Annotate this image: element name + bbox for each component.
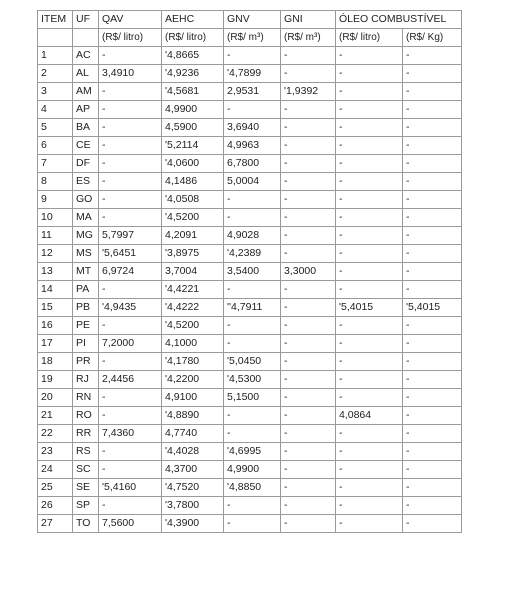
table-row bbox=[38, 209, 462, 227]
cell-qav: - bbox=[99, 317, 162, 335]
cell-item: 9 bbox=[38, 191, 73, 209]
cell-uf: AM bbox=[73, 83, 99, 101]
cell-gni: - bbox=[281, 371, 336, 389]
cell-gnv: '4,2389 bbox=[224, 245, 281, 263]
cell-item: 20 bbox=[38, 389, 73, 407]
cell-aehc: '4,8890 bbox=[162, 407, 224, 425]
cell-aehc: 3,7004 bbox=[162, 263, 224, 281]
cell-gni: - bbox=[281, 407, 336, 425]
cell-item: 15 bbox=[38, 299, 73, 317]
cell-oleo-litro: - bbox=[336, 173, 403, 191]
cell-item: 27 bbox=[38, 515, 73, 533]
cell-gnv: '4,5300 bbox=[224, 371, 281, 389]
cell-item: 8 bbox=[38, 173, 73, 191]
cell-aehc: '4,0508 bbox=[162, 191, 224, 209]
cell-aehc: '4,0600 bbox=[162, 155, 224, 173]
cell-item: 3 bbox=[38, 83, 73, 101]
table-row bbox=[38, 371, 462, 389]
table-row bbox=[38, 263, 462, 281]
cell-aehc: '4,5200 bbox=[162, 317, 224, 335]
cell-oleo-kg: - bbox=[403, 353, 462, 371]
cell-gnv: '4,7899 bbox=[224, 65, 281, 83]
cell-uf: MG bbox=[73, 227, 99, 245]
cell-aehc: '4,4222 bbox=[162, 299, 224, 317]
cell-item: 17 bbox=[38, 335, 73, 353]
cell-gni: - bbox=[281, 245, 336, 263]
table-row bbox=[38, 83, 462, 101]
table-row bbox=[38, 281, 462, 299]
cell-gni: - bbox=[281, 119, 336, 137]
cell-gni: - bbox=[281, 515, 336, 533]
cell-oleo-kg: - bbox=[403, 65, 462, 83]
cell-qav: - bbox=[99, 101, 162, 119]
cell-oleo-litro: - bbox=[336, 479, 403, 497]
cell-oleo-kg: - bbox=[403, 479, 462, 497]
cell-uf: PA bbox=[73, 281, 99, 299]
cell-oleo-kg: - bbox=[403, 389, 462, 407]
table-row bbox=[38, 173, 462, 191]
cell-qav: - bbox=[99, 497, 162, 515]
cell-oleo-kg: - bbox=[403, 515, 462, 533]
cell-item: 18 bbox=[38, 353, 73, 371]
cell-oleo-litro: - bbox=[336, 83, 403, 101]
cell-oleo-litro: - bbox=[336, 227, 403, 245]
cell-gni: - bbox=[281, 317, 336, 335]
cell-gni: - bbox=[281, 155, 336, 173]
cell-uf: PE bbox=[73, 317, 99, 335]
cell-gnv: 5,1500 bbox=[224, 389, 281, 407]
cell-gnv: - bbox=[224, 47, 281, 65]
unit-gni: (R$/ m³) bbox=[281, 29, 336, 47]
cell-uf: MA bbox=[73, 209, 99, 227]
cell-uf: RN bbox=[73, 389, 99, 407]
cell-uf: AP bbox=[73, 101, 99, 119]
table-body bbox=[38, 11, 462, 533]
cell-aehc: 4,7740 bbox=[162, 425, 224, 443]
cell-oleo-litro: - bbox=[336, 209, 403, 227]
cell-aehc: '3,7800 bbox=[162, 497, 224, 515]
cell-oleo-kg: - bbox=[403, 119, 462, 137]
cell-aehc: '4,3900 bbox=[162, 515, 224, 533]
cell-oleo-litro: '5,4015 bbox=[336, 299, 403, 317]
cell-gnv: - bbox=[224, 497, 281, 515]
cell-gni: - bbox=[281, 425, 336, 443]
header-row-units bbox=[38, 29, 462, 47]
cell-qav: '4,9435 bbox=[99, 299, 162, 317]
cell-gni: - bbox=[281, 335, 336, 353]
cell-item: 5 bbox=[38, 119, 73, 137]
cell-oleo-kg: - bbox=[403, 335, 462, 353]
cell-aehc: '4,9236 bbox=[162, 65, 224, 83]
cell-uf: SP bbox=[73, 497, 99, 515]
table-row bbox=[38, 65, 462, 83]
cell-oleo-kg: - bbox=[403, 191, 462, 209]
cell-qav: - bbox=[99, 119, 162, 137]
cell-item: 2 bbox=[38, 65, 73, 83]
cell-oleo-kg: - bbox=[403, 263, 462, 281]
cell-gni: - bbox=[281, 443, 336, 461]
cell-item: 21 bbox=[38, 407, 73, 425]
table-row bbox=[38, 155, 462, 173]
cell-gni: - bbox=[281, 497, 336, 515]
cell-gni: - bbox=[281, 191, 336, 209]
cell-item: 22 bbox=[38, 425, 73, 443]
header-qav: QAV bbox=[99, 11, 162, 29]
cell-qav: 7,4360 bbox=[99, 425, 162, 443]
cell-gni: - bbox=[281, 65, 336, 83]
cell-gni: - bbox=[281, 479, 336, 497]
cell-gnv: 4,9900 bbox=[224, 461, 281, 479]
cell-qav: - bbox=[99, 83, 162, 101]
table-row bbox=[38, 497, 462, 515]
cell-aehc: '4,7520 bbox=[162, 479, 224, 497]
header-oleo-combustivel: ÓLEO COMBUSTÍVEL bbox=[336, 11, 462, 29]
cell-aehc: 4,1486 bbox=[162, 173, 224, 191]
cell-qav: 7,5600 bbox=[99, 515, 162, 533]
cell-oleo-kg: - bbox=[403, 173, 462, 191]
cell-oleo-litro: - bbox=[336, 191, 403, 209]
cell-aehc: 4,5900 bbox=[162, 119, 224, 137]
unit-oleo-litro: (R$/ litro) bbox=[336, 29, 403, 47]
cell-item: 1 bbox=[38, 47, 73, 65]
cell-gnv: - bbox=[224, 317, 281, 335]
price-table-container bbox=[37, 10, 462, 533]
cell-gnv: 6,7800 bbox=[224, 155, 281, 173]
header-gnv: GNV bbox=[224, 11, 281, 29]
cell-gni: '1,9392 bbox=[281, 83, 336, 101]
cell-aehc: 4,9900 bbox=[162, 101, 224, 119]
cell-item: 10 bbox=[38, 209, 73, 227]
cell-item: 16 bbox=[38, 317, 73, 335]
cell-oleo-litro: - bbox=[336, 101, 403, 119]
cell-uf: TO bbox=[73, 515, 99, 533]
unit-qav: (R$/ litro) bbox=[99, 29, 162, 47]
table-row bbox=[38, 191, 462, 209]
cell-gnv: - bbox=[224, 191, 281, 209]
cell-oleo-kg: - bbox=[403, 497, 462, 515]
cell-item: 7 bbox=[38, 155, 73, 173]
header-uf: UF bbox=[73, 11, 99, 29]
cell-aehc: '4,5681 bbox=[162, 83, 224, 101]
cell-qav: - bbox=[99, 407, 162, 425]
cell-uf: RO bbox=[73, 407, 99, 425]
cell-qav: 7,2000 bbox=[99, 335, 162, 353]
cell-item: 25 bbox=[38, 479, 73, 497]
cell-oleo-kg: - bbox=[403, 281, 462, 299]
table-row bbox=[38, 389, 462, 407]
cell-gnv: '4,8850 bbox=[224, 479, 281, 497]
cell-qav: - bbox=[99, 281, 162, 299]
cell-uf: RR bbox=[73, 425, 99, 443]
cell-item: 23 bbox=[38, 443, 73, 461]
cell-uf: PB bbox=[73, 299, 99, 317]
cell-gni: - bbox=[281, 353, 336, 371]
table-row bbox=[38, 119, 462, 137]
cell-gnv: '4,6995 bbox=[224, 443, 281, 461]
cell-oleo-kg: - bbox=[403, 227, 462, 245]
cell-aehc: 4,3700 bbox=[162, 461, 224, 479]
cell-uf: RJ bbox=[73, 371, 99, 389]
cell-item: 13 bbox=[38, 263, 73, 281]
cell-gnv: '5,0450 bbox=[224, 353, 281, 371]
header-gni: GNI bbox=[281, 11, 336, 29]
cell-gni: - bbox=[281, 299, 336, 317]
cell-oleo-kg: - bbox=[403, 443, 462, 461]
cell-item: 6 bbox=[38, 137, 73, 155]
cell-qav: - bbox=[99, 443, 162, 461]
cell-oleo-kg: - bbox=[403, 371, 462, 389]
cell-gni: - bbox=[281, 461, 336, 479]
cell-oleo-kg: - bbox=[403, 83, 462, 101]
cell-uf: SE bbox=[73, 479, 99, 497]
cell-oleo-kg: - bbox=[403, 47, 462, 65]
table-row bbox=[38, 479, 462, 497]
cell-oleo-litro: - bbox=[336, 155, 403, 173]
cell-oleo-litro: - bbox=[336, 137, 403, 155]
cell-gni: 3,3000 bbox=[281, 263, 336, 281]
cell-uf: GO bbox=[73, 191, 99, 209]
cell-item: 19 bbox=[38, 371, 73, 389]
table-row bbox=[38, 299, 462, 317]
table-row bbox=[38, 353, 462, 371]
cell-qav: 5,7997 bbox=[99, 227, 162, 245]
unit-uf bbox=[73, 29, 99, 47]
cell-gnv: - bbox=[224, 515, 281, 533]
cell-oleo-litro: - bbox=[336, 371, 403, 389]
cell-qav: - bbox=[99, 209, 162, 227]
cell-oleo-litro: - bbox=[336, 425, 403, 443]
cell-qav: 6,9724 bbox=[99, 263, 162, 281]
table-row bbox=[38, 461, 462, 479]
cell-oleo-kg: - bbox=[403, 407, 462, 425]
cell-qav: 3,4910 bbox=[99, 65, 162, 83]
cell-uf: ES bbox=[73, 173, 99, 191]
cell-gnv: - bbox=[224, 281, 281, 299]
cell-item: 24 bbox=[38, 461, 73, 479]
cell-oleo-litro: - bbox=[336, 263, 403, 281]
table-row bbox=[38, 101, 462, 119]
cell-oleo-kg: - bbox=[403, 245, 462, 263]
cell-gnv: - bbox=[224, 209, 281, 227]
unit-item bbox=[38, 29, 73, 47]
cell-uf: BA bbox=[73, 119, 99, 137]
cell-gnv: - bbox=[224, 335, 281, 353]
cell-oleo-litro: - bbox=[336, 443, 403, 461]
cell-gnv: - bbox=[224, 425, 281, 443]
header-aehc: AEHC bbox=[162, 11, 224, 29]
cell-aehc: '4,8665 bbox=[162, 47, 224, 65]
header-row-labels bbox=[38, 11, 462, 29]
cell-aehc: 4,1000 bbox=[162, 335, 224, 353]
cell-uf: CE bbox=[73, 137, 99, 155]
cell-aehc: '4,5200 bbox=[162, 209, 224, 227]
cell-gnv: 4,9963 bbox=[224, 137, 281, 155]
cell-uf: RS bbox=[73, 443, 99, 461]
cell-oleo-litro: - bbox=[336, 389, 403, 407]
table-row bbox=[38, 137, 462, 155]
unit-aehc: (R$/ litro) bbox=[162, 29, 224, 47]
cell-gnv: 3,6940 bbox=[224, 119, 281, 137]
cell-aehc: 4,2091 bbox=[162, 227, 224, 245]
cell-aehc: 4,9100 bbox=[162, 389, 224, 407]
cell-qav: - bbox=[99, 191, 162, 209]
cell-qav: '5,4160 bbox=[99, 479, 162, 497]
cell-uf: DF bbox=[73, 155, 99, 173]
cell-oleo-kg: - bbox=[403, 101, 462, 119]
table-row bbox=[38, 425, 462, 443]
cell-item: 11 bbox=[38, 227, 73, 245]
cell-gni: - bbox=[281, 137, 336, 155]
cell-oleo-kg: - bbox=[403, 209, 462, 227]
cell-oleo-litro: - bbox=[336, 119, 403, 137]
unit-oleo-kg: (R$/ Kg) bbox=[403, 29, 462, 47]
cell-uf: SC bbox=[73, 461, 99, 479]
cell-oleo-kg: - bbox=[403, 461, 462, 479]
cell-gni: - bbox=[281, 389, 336, 407]
cell-oleo-litro: - bbox=[336, 65, 403, 83]
header-item: ITEM bbox=[38, 11, 73, 29]
cell-oleo-litro: - bbox=[336, 461, 403, 479]
cell-uf: MS bbox=[73, 245, 99, 263]
cell-gni: - bbox=[281, 47, 336, 65]
cell-gnv: - bbox=[224, 407, 281, 425]
cell-oleo-litro: - bbox=[336, 497, 403, 515]
cell-oleo-kg: - bbox=[403, 317, 462, 335]
unit-gnv: (R$/ m³) bbox=[224, 29, 281, 47]
cell-oleo-litro: - bbox=[336, 353, 403, 371]
cell-gnv: - bbox=[224, 101, 281, 119]
cell-oleo-litro: - bbox=[336, 245, 403, 263]
cell-qav: - bbox=[99, 389, 162, 407]
cell-qav: - bbox=[99, 173, 162, 191]
cell-item: 12 bbox=[38, 245, 73, 263]
table-row bbox=[38, 407, 462, 425]
cell-gnv: 3,5400 bbox=[224, 263, 281, 281]
cell-qav: - bbox=[99, 137, 162, 155]
table-row bbox=[38, 317, 462, 335]
cell-gnv: 5,0004 bbox=[224, 173, 281, 191]
cell-qav: - bbox=[99, 461, 162, 479]
cell-item: 4 bbox=[38, 101, 73, 119]
cell-aehc: '5,2114 bbox=[162, 137, 224, 155]
cell-gni: - bbox=[281, 209, 336, 227]
cell-uf: PI bbox=[73, 335, 99, 353]
cell-uf: PR bbox=[73, 353, 99, 371]
table-row bbox=[38, 47, 462, 65]
cell-oleo-litro: - bbox=[336, 515, 403, 533]
cell-oleo-litro: - bbox=[336, 47, 403, 65]
cell-gnv: ''4,7911 bbox=[224, 299, 281, 317]
cell-aehc: '3,8975 bbox=[162, 245, 224, 263]
cell-oleo-litro: 4,0864 bbox=[336, 407, 403, 425]
table-row bbox=[38, 515, 462, 533]
cell-gnv: 2,9531 bbox=[224, 83, 281, 101]
cell-gni: - bbox=[281, 227, 336, 245]
cell-item: 26 bbox=[38, 497, 73, 515]
cell-gnv: 4,9028 bbox=[224, 227, 281, 245]
cell-uf: AC bbox=[73, 47, 99, 65]
table-row bbox=[38, 227, 462, 245]
cell-qav: - bbox=[99, 353, 162, 371]
cell-oleo-kg: '5,4015 bbox=[403, 299, 462, 317]
fuel-price-table bbox=[37, 10, 462, 533]
cell-qav: 2,4456 bbox=[99, 371, 162, 389]
cell-gni: - bbox=[281, 101, 336, 119]
cell-oleo-kg: - bbox=[403, 137, 462, 155]
cell-oleo-litro: - bbox=[336, 317, 403, 335]
cell-item: 14 bbox=[38, 281, 73, 299]
table-row bbox=[38, 245, 462, 263]
cell-gni: - bbox=[281, 281, 336, 299]
cell-qav: - bbox=[99, 47, 162, 65]
cell-gni: - bbox=[281, 173, 336, 191]
cell-aehc: '4,1780 bbox=[162, 353, 224, 371]
cell-aehc: '4,4028 bbox=[162, 443, 224, 461]
table-row bbox=[38, 443, 462, 461]
cell-aehc: '4,4221 bbox=[162, 281, 224, 299]
cell-oleo-kg: - bbox=[403, 425, 462, 443]
cell-uf: MT bbox=[73, 263, 99, 281]
cell-uf: AL bbox=[73, 65, 99, 83]
cell-oleo-litro: - bbox=[336, 281, 403, 299]
table-row bbox=[38, 335, 462, 353]
cell-qav: - bbox=[99, 155, 162, 173]
cell-aehc: '4,2200 bbox=[162, 371, 224, 389]
cell-qav: '5,6451 bbox=[99, 245, 162, 263]
cell-oleo-kg: - bbox=[403, 155, 462, 173]
cell-oleo-litro: - bbox=[336, 335, 403, 353]
